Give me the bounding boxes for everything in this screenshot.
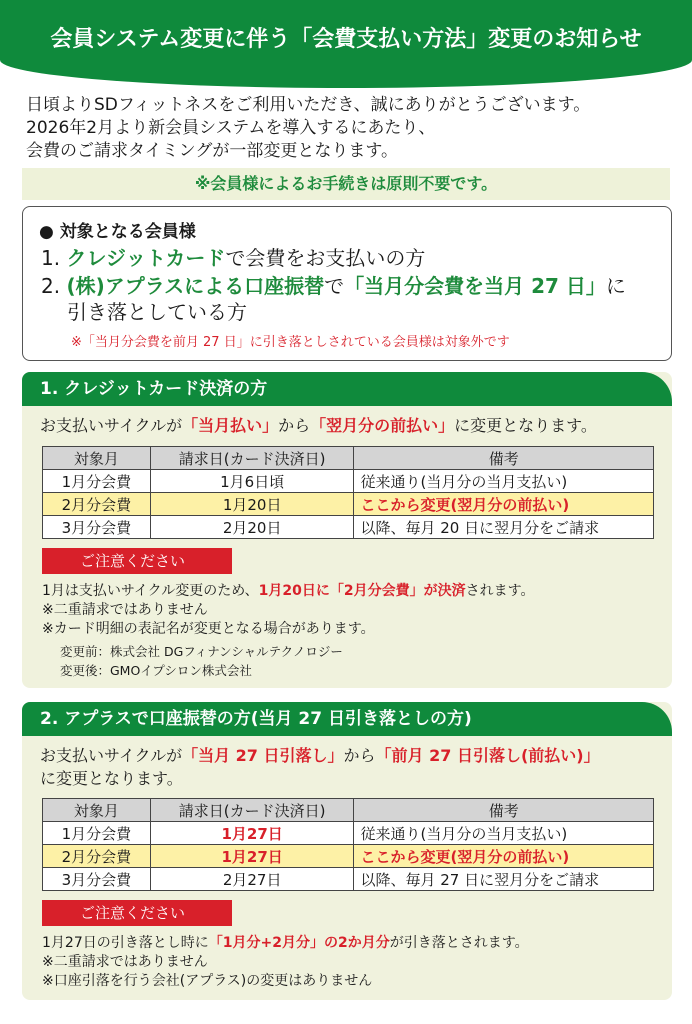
fee-table-2 — [42, 798, 654, 891]
table-cell: 2月分会費 — [43, 845, 151, 868]
item-number: 1. — [41, 246, 61, 270]
page-title: 会員システム変更に伴う「会費支払い方法」変更のお知らせ — [50, 27, 642, 52]
table-cell: 3月分会費 — [43, 868, 151, 891]
aplus-label: (株)アプラスによる口座振替 — [66, 274, 325, 298]
table-row — [43, 493, 654, 516]
caution-line-1: 1月27日の引き落とし時に「1月分+2月分」の2か月分が引き落とされます。 — [42, 935, 529, 951]
table-cell: 1月分会費 — [43, 470, 151, 493]
table-row — [43, 845, 654, 868]
table-cell: 従来通り(当月分の当月支払い) — [354, 470, 654, 493]
caution-line-3: ※カード明細の表記名が変更となる場合があります。 — [42, 621, 375, 637]
table-row — [43, 868, 654, 891]
table-cell: 2月20日 — [150, 516, 354, 539]
target-item-2-cont: 引き落としている方 — [67, 300, 247, 324]
fee-table-1 — [42, 446, 654, 539]
table-row — [43, 470, 654, 493]
section-credit-card — [22, 372, 672, 688]
table-row — [43, 516, 654, 539]
table-row — [43, 822, 654, 845]
intro-line-3: 会費のご請求タイミングが一部変更となります。 — [26, 141, 398, 161]
caution-label: ご注意ください — [42, 900, 232, 926]
header-banner — [0, 0, 692, 88]
exclusion-note: ※「当月分会費を前月 27 日」に引き落としされている会員様は対象外です — [71, 335, 510, 350]
col-month: 対象月 — [43, 447, 151, 470]
table-cell: 3月分会費 — [43, 516, 151, 539]
target-item-2 — [41, 273, 626, 299]
table-cell: 2月分会費 — [43, 493, 151, 516]
item-number: 2. — [41, 274, 61, 298]
col-date: 請求日(カード決済日) — [150, 799, 354, 822]
col-note: 備考 — [354, 799, 654, 822]
caution-line-2: ※二重請求ではありません — [42, 954, 208, 970]
target-heading: ● 対象となる会員様 — [39, 222, 196, 242]
table-cell: 1月20日 — [150, 493, 354, 516]
item-text: に — [605, 274, 626, 298]
target-item-1 — [41, 245, 425, 271]
target-members-box — [22, 206, 672, 361]
section-2-desc: お支払いサイクルが「当月 27 日引落し」から「前月 27 日引落し(前払い)」 — [40, 746, 600, 765]
caution-line-2: ※二重請求ではありません — [42, 602, 208, 618]
table-cell: 1月6日頃 — [150, 470, 354, 493]
table-cell: 1月27日 — [150, 845, 354, 868]
caution-label: ご注意ください — [42, 548, 232, 574]
intro-text — [26, 94, 676, 163]
card-name-before: 変更前：株式会社 DGフィナンシャルテクノロジー — [60, 644, 343, 659]
table-cell: 以降、毎月 27 日に翌月分をご請求 — [354, 868, 654, 891]
section-2-title: 2. アプラスで口座振替の方(当月 27 日引き落としの方) — [22, 702, 672, 736]
item-text: で — [324, 274, 345, 298]
intro-line-2: 2026年2月より新会員システムを導入するにあたり、 — [26, 118, 436, 138]
section-bank-transfer — [22, 702, 672, 1000]
caution-line-1: 1月は支払いサイクル変更のため、1月20日に「2月分会費」が決済されます。 — [42, 583, 535, 599]
col-month: 対象月 — [43, 799, 151, 822]
no-action-notice: ※会員様によるお手続きは原則不要です。 — [22, 168, 670, 200]
caution-line-3: ※口座引落を行う会社(アプラス)の変更はありません — [42, 973, 373, 989]
item-text: で会費をお支払いの方 — [225, 246, 426, 270]
card-name-after: 変更後：GMOイプシロン株式会社 — [60, 663, 252, 678]
table-header-row — [43, 799, 654, 822]
col-note: 備考 — [354, 447, 654, 470]
table-cell: 従来通り(当月分の当月支払い) — [354, 822, 654, 845]
table-cell: 1月分会費 — [43, 822, 151, 845]
table-cell: ここから変更(翌月分の前払い) — [354, 845, 654, 868]
table-cell: 1月27日 — [150, 822, 354, 845]
section-1-title: 1. クレジットカード決済の方 — [22, 372, 672, 406]
current-month-label: 「当月分会費を当月 27 日」 — [344, 274, 606, 298]
section-1-desc: お支払いサイクルが「当月払い」から「翌月分の前払い」に変更となります。 — [40, 416, 597, 435]
table-cell: 以降、毎月 20 日に翌月分をご請求 — [354, 516, 654, 539]
table-header-row — [43, 447, 654, 470]
table-cell: ここから変更(翌月分の前払い) — [354, 493, 654, 516]
col-date: 請求日(カード決済日) — [150, 447, 354, 470]
credit-card-label: クレジットカード — [66, 246, 226, 270]
intro-line-1: 日頃よりSDフィットネスをご利用いただき、誠にありがとうございます。 — [26, 95, 591, 115]
table-cell: 2月27日 — [150, 868, 354, 891]
section-2-desc-cont: に変更となります。 — [40, 769, 183, 788]
